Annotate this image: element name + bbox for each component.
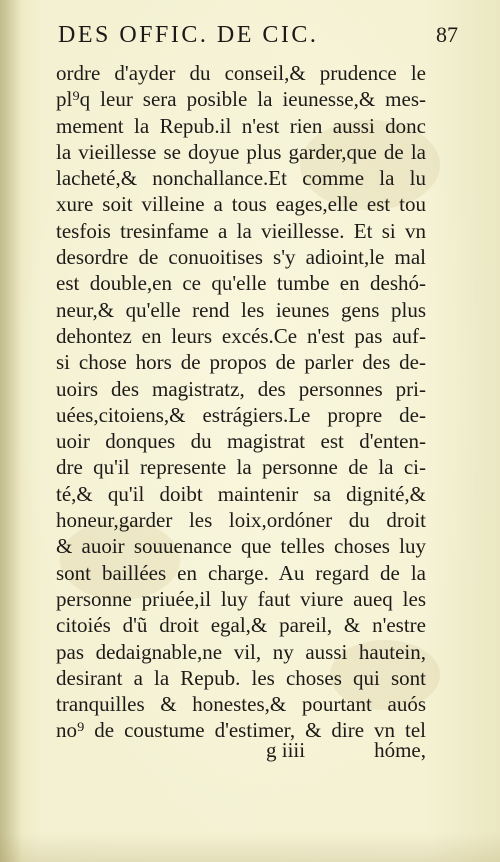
text-line: uées,citoiens,& estrágiers.Le propre de- bbox=[56, 402, 426, 427]
catchword: hóme, bbox=[374, 738, 426, 762]
text-line: desirant a la Repub. les choses qui sont bbox=[56, 665, 426, 690]
text-line: pas dedaignable,ne vil, ny aussi hautein, bbox=[56, 639, 426, 664]
page-edge bbox=[0, 832, 500, 862]
text-line: la vieillesse se doyue plus garder,que de la bbox=[56, 139, 426, 164]
text-line: uoirs des magistratz, des personnes pri- bbox=[56, 376, 426, 401]
running-head: DES OFFIC. DE CIC. bbox=[58, 22, 319, 48]
text-line: personne priuée,il luy faut viure aueq les bbox=[56, 586, 426, 611]
text-line: tranquilles & honestes,& pourtant auós bbox=[56, 692, 426, 717]
page-footer bbox=[56, 738, 426, 766]
text-line: uoir donques du magistrat est d'enten- bbox=[56, 429, 426, 454]
text-line: honeur,garder les loix,ordóner du droit bbox=[56, 508, 426, 533]
page-header bbox=[58, 22, 458, 56]
text-line: ordre d'ayder du conseil,& prudence le bbox=[56, 61, 426, 85]
spine-shadow bbox=[0, 0, 22, 862]
text-line: té,& qu'il doibt maintenir sa dignité,& bbox=[56, 481, 426, 506]
text-line: sont baillées en charge. Au regard de la bbox=[56, 560, 426, 585]
text-line: no⁹ de coustume d'estimer, & dire vn tel bbox=[56, 718, 426, 743]
text-line: si chose hors de propos de parler des de- bbox=[56, 350, 426, 375]
body-text bbox=[56, 60, 426, 744]
text-line: citoiés d'ũ droit egal,& pareil, & n'estre bbox=[56, 613, 426, 638]
text-line: desordre de conuoitises s'y adioint,le mal bbox=[56, 245, 426, 270]
text-line: & auoir souuenance que telles choses luy bbox=[56, 534, 426, 559]
text-line: est double,en ce qu'elle tumbe en deshó- bbox=[56, 271, 426, 296]
page-number: 87 bbox=[436, 22, 458, 47]
text-line: neur,& qu'elle rend les ieunes gens plus bbox=[56, 297, 426, 322]
text-line: lacheté,& nonchallance.Et comme la lu bbox=[56, 166, 426, 191]
text-line: xure soit villeine a tous eages,elle est tou bbox=[56, 192, 426, 217]
text-line: dehontez en leurs excés.Ce n'est pas auf- bbox=[56, 323, 426, 348]
text-line: tesfois tresinfame a la vieillesse. Et si vn bbox=[56, 218, 426, 243]
text-line: pl⁹q leur sera posible la ieunesse,& mes- bbox=[56, 87, 426, 112]
text-line: mement la Repub.il n'est rien aussi donc bbox=[56, 113, 426, 138]
signature-mark: g iiii bbox=[266, 738, 306, 762]
text-line: dre qu'il represente la personne de la ci- bbox=[56, 455, 426, 480]
